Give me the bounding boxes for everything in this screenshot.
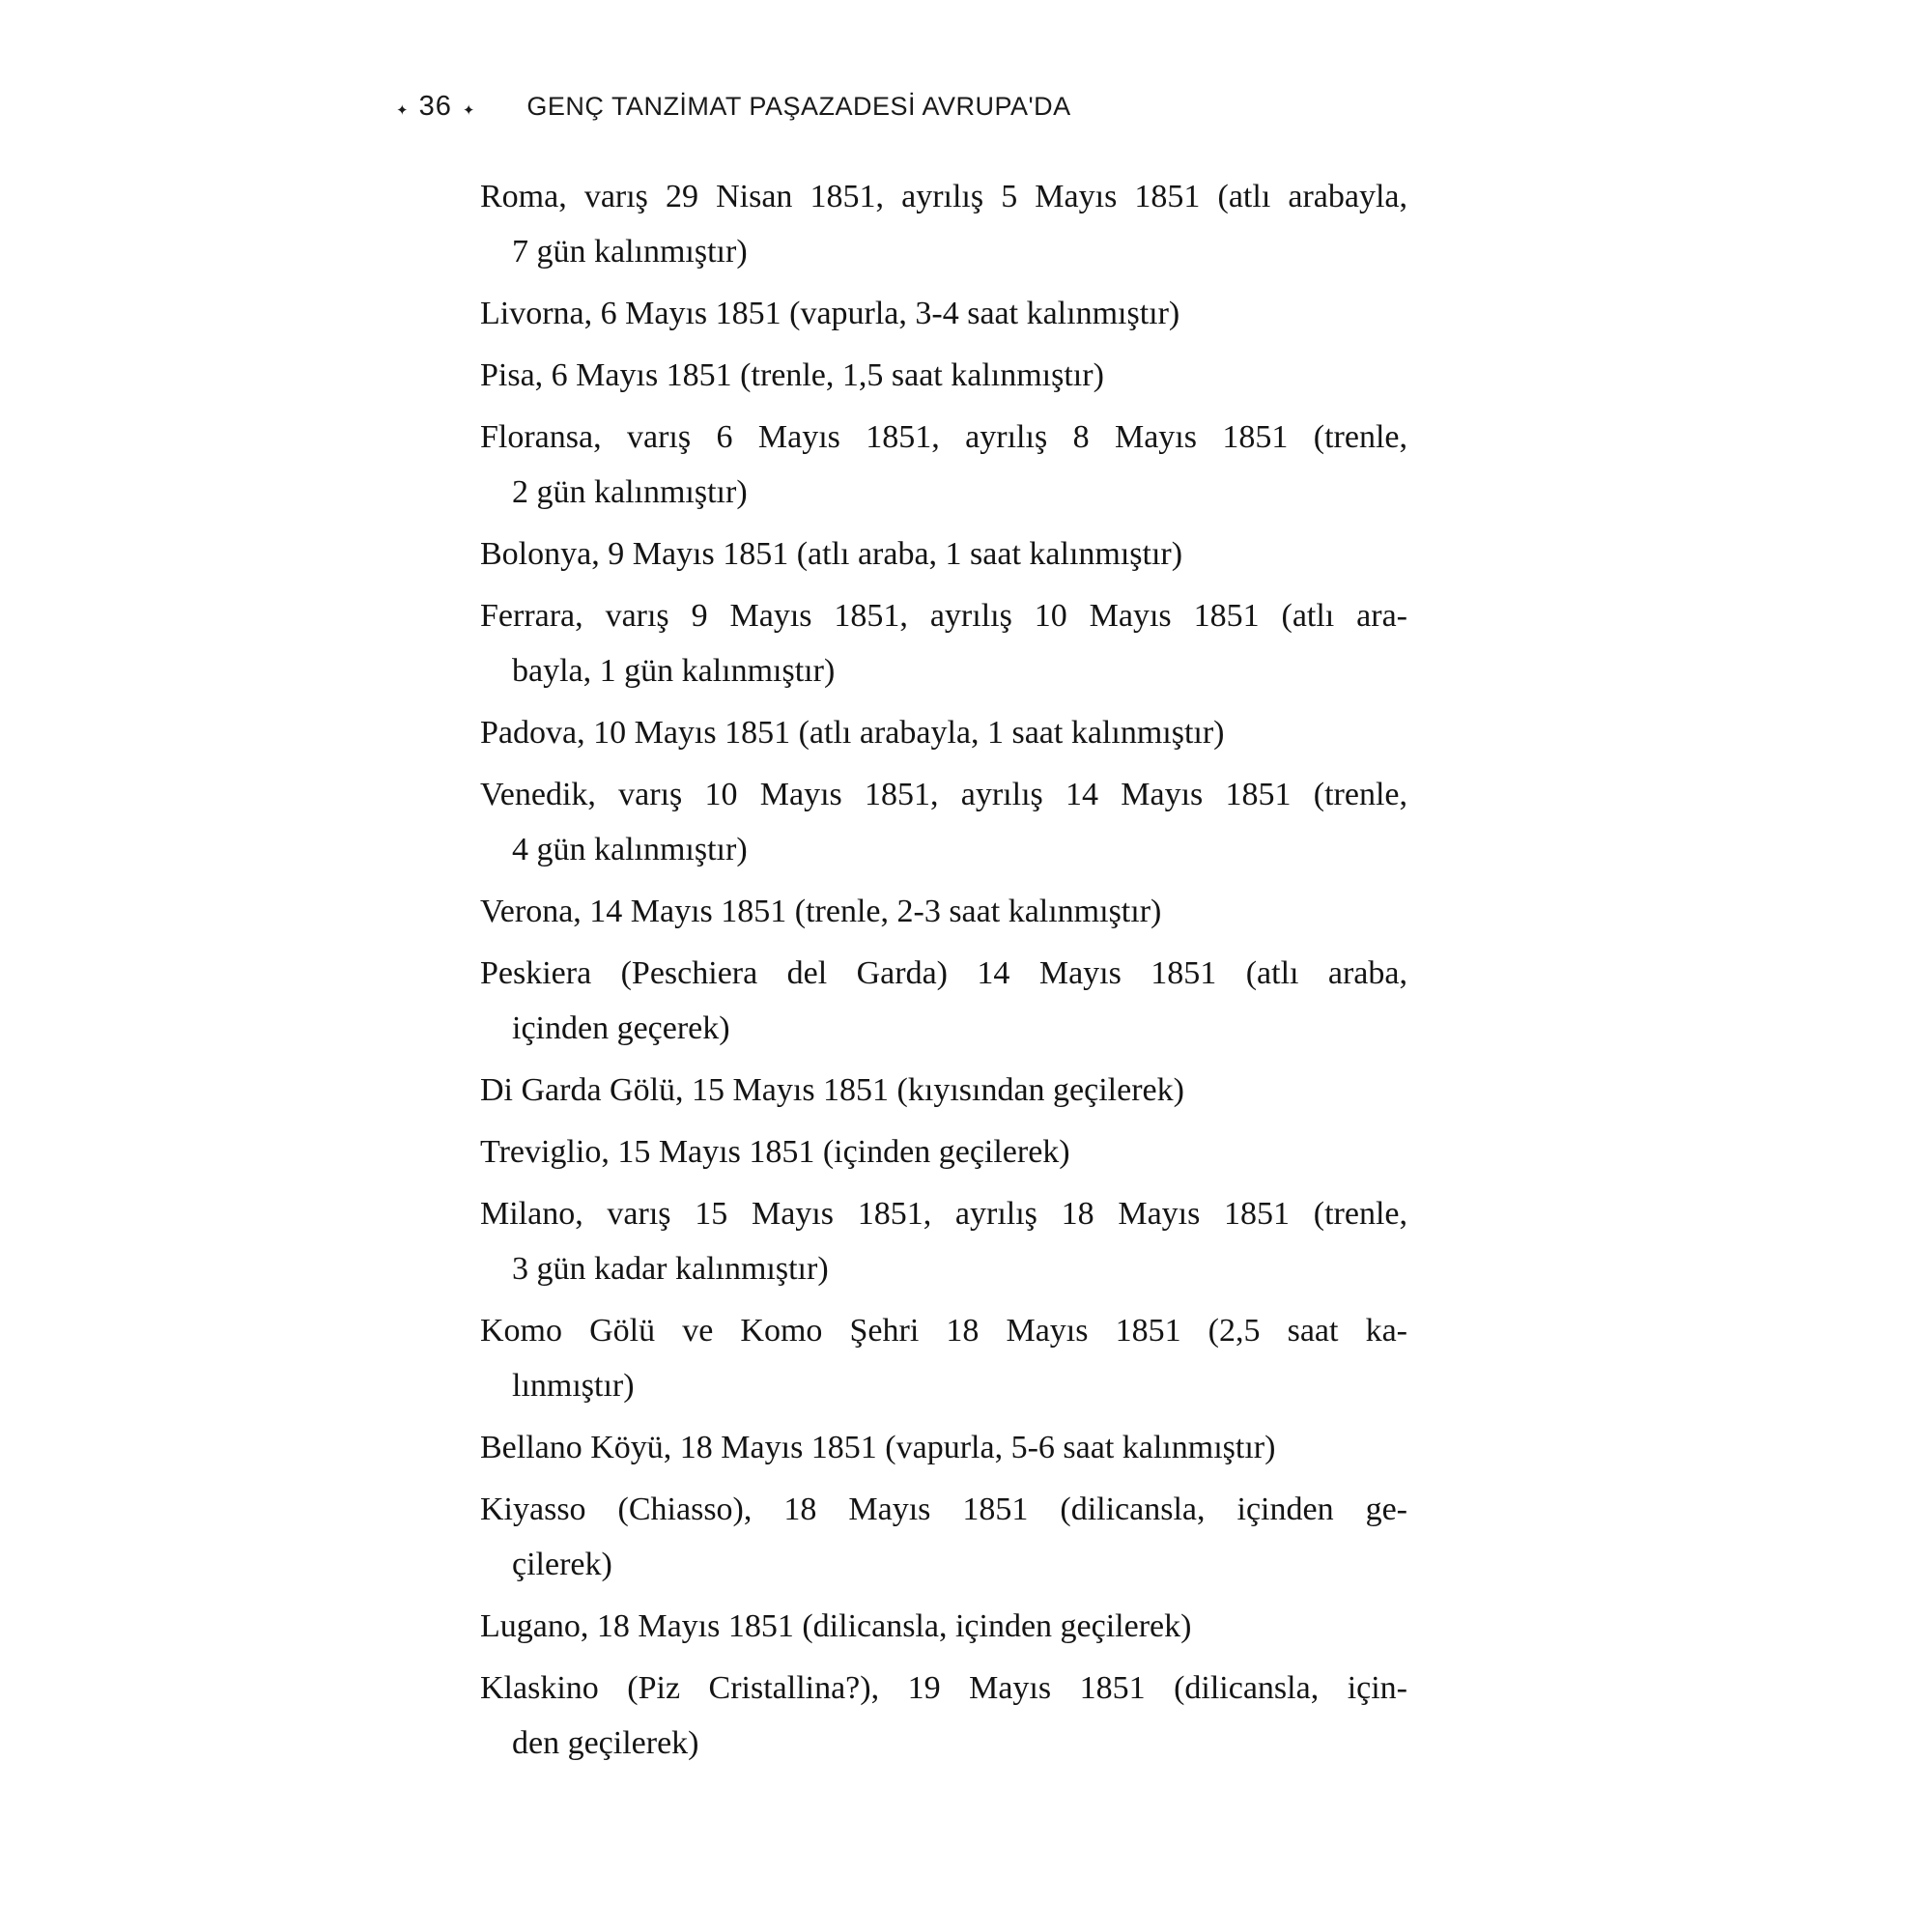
itinerary-entry [480, 946, 1407, 1056]
itinerary-line: Milano, varış 15 Mayıs 1851, ayrılış 18 Mayıs 1851 (trenle, [480, 1196, 1407, 1232]
four-pointed-star-icon: ✦ [462, 101, 475, 119]
itinerary-line: Peskiera (Peschiera del Garda) 14 Mayıs 1851 (atlı araba, [480, 955, 1407, 991]
itinerary-line: çilerek) [512, 1547, 612, 1582]
itinerary-entry [480, 348, 1407, 403]
itinerary-entry [480, 1661, 1407, 1771]
itinerary-line: 2 gün kalınmıştır) [512, 474, 748, 510]
page-header [396, 93, 1071, 121]
itinerary-entry [480, 705, 1407, 760]
itinerary-line: Livorna, 6 Mayıs 1851 (vapurla, 3-4 saat kalınmıştır) [480, 296, 1180, 331]
itinerary-entry [480, 1420, 1407, 1475]
itinerary-entry [480, 526, 1407, 582]
itinerary-line: 7 gün kalınmıştır) [512, 234, 748, 270]
itinerary-entry [480, 1063, 1407, 1118]
itinerary-line: den geçilerek) [512, 1725, 699, 1761]
itinerary-entry [480, 1186, 1407, 1296]
itinerary-entry [480, 767, 1407, 877]
itinerary-line: 3 gün kadar kalınmıştır) [512, 1251, 829, 1287]
itinerary-entry [480, 169, 1407, 279]
itinerary-entry [480, 1124, 1407, 1179]
itinerary-entry [480, 410, 1407, 520]
itinerary-line: lınmıştır) [512, 1368, 635, 1404]
itinerary-line: Floransa, varış 6 Mayıs 1851, ayrılış 8 Mayıs 1851 (trenle, [480, 419, 1407, 455]
itinerary-entry [480, 286, 1407, 341]
itinerary-list [480, 169, 1407, 1777]
itinerary-line: Di Garda Gölü, 15 Mayıs 1851 (kıyısından geçilerek) [480, 1072, 1184, 1108]
itinerary-entry [480, 1599, 1407, 1654]
itinerary-line: Verona, 14 Mayıs 1851 (trenle, 2-3 saat kalınmıştır) [480, 894, 1162, 929]
itinerary-line: Venedik, varış 10 Mayıs 1851, ayrılış 14 Mayıs 1851 (trenle, [480, 777, 1407, 812]
page-number: 36 [418, 91, 452, 122]
itinerary-line: Pisa, 6 Mayıs 1851 (trenle, 1,5 saat kalınmıştır) [480, 357, 1104, 393]
itinerary-line: 4 gün kalınmıştır) [512, 832, 748, 867]
itinerary-line: bayla, 1 gün kalınmıştır) [512, 653, 836, 689]
itinerary-line: Roma, varış 29 Nisan 1851, ayrılış 5 Mayıs 1851 (atlı arabayla, [480, 179, 1407, 214]
itinerary-line: Bellano Köyü, 18 Mayıs 1851 (vapurla, 5-6 saat kalınmıştır) [480, 1430, 1276, 1465]
itinerary-line: içinden geçerek) [512, 1010, 730, 1046]
itinerary-entry [480, 1303, 1407, 1413]
page-number-marker [396, 93, 474, 121]
itinerary-entry [480, 1482, 1407, 1592]
itinerary-line: Bolonya, 9 Mayıs 1851 (atlı araba, 1 saat kalınmıştır) [480, 536, 1183, 572]
itinerary-line: Treviglio, 15 Mayıs 1851 (içinden geçilerek) [480, 1134, 1070, 1170]
itinerary-entry [480, 884, 1407, 939]
running-title: GENÇ TANZİMAT PAŞAZADESİ AVRUPA'DA [526, 92, 1071, 121]
itinerary-line: Padova, 10 Mayıs 1851 (atlı arabayla, 1 saat kalınmıştır) [480, 715, 1225, 751]
itinerary-line: Klaskino (Piz Cristallina?), 19 Mayıs 1851 (dilicansla, için- [480, 1670, 1407, 1706]
itinerary-line: Komo Gölü ve Komo Şehri 18 Mayıs 1851 (2,5 saat ka- [480, 1313, 1407, 1349]
itinerary-line: Kiyasso (Chiasso), 18 Mayıs 1851 (dilicansla, içinden ge- [480, 1492, 1407, 1527]
itinerary-entry [480, 588, 1407, 698]
itinerary-line: Ferrara, varış 9 Mayıs 1851, ayrılış 10 Mayıs 1851 (atlı ara- [480, 598, 1407, 634]
four-pointed-star-icon: ✦ [396, 101, 409, 119]
itinerary-line: Lugano, 18 Mayıs 1851 (dilicansla, içinden geçilerek) [480, 1608, 1192, 1644]
